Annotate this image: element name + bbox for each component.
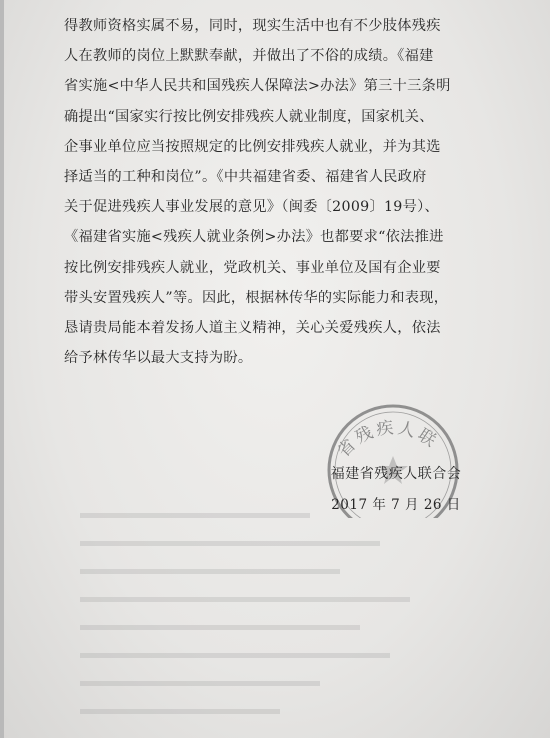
letter-body xyxy=(64,11,514,373)
letter-line: 企事业单位应当按照规定的比例安排残疾人就业，并为其选 xyxy=(64,138,441,155)
letter-line: 《福建省实施<残疾人就业条例>办法》也都要求“依法推进 xyxy=(64,229,444,246)
letter-line: 省实施<中华人民共和国残疾人保障法>办法》第三十三条明 xyxy=(64,78,451,95)
letter-line: 恳请贵局能本着发扬人道主义精神，关心关爱残疾人，依法 xyxy=(64,319,441,336)
letter-line: 人在教师的岗位上默默奉献，并做出了不俗的成绩。《福建 xyxy=(64,48,434,65)
bleed-through-marks xyxy=(70,505,510,725)
signature-date: 2017 年 7 月 26 日 xyxy=(331,497,461,513)
letter-line: 给予林传华以最大支持为盼。 xyxy=(64,350,253,367)
page-edge-shadow xyxy=(0,0,4,738)
letter-line: 带头安置残疾人”等。因此，根据林传华的实际能力和表现， xyxy=(64,289,449,306)
letter-line: 确提出“国家实行按比例安排残疾人就业制度，国家机关、 xyxy=(64,108,434,125)
letter-line: 按比例安排残疾人就业，党政机关、事业单位及国有企业要 xyxy=(64,259,441,276)
letter-line: 择适当的工种和岗位”。《中共福建省委、福建省人民政府 xyxy=(64,168,427,185)
signature-organization: 福建省残疾人联合会 xyxy=(330,466,462,482)
letter-line: 关于促进残疾人事业发展的意见》（闽委〔2009〕19号）、 xyxy=(64,199,439,216)
seal-text: 省残疾人联 xyxy=(333,417,442,462)
letter-line: 得教师资格实属不易，同时，现实生活中也有不少肢体残疾 xyxy=(64,18,441,34)
